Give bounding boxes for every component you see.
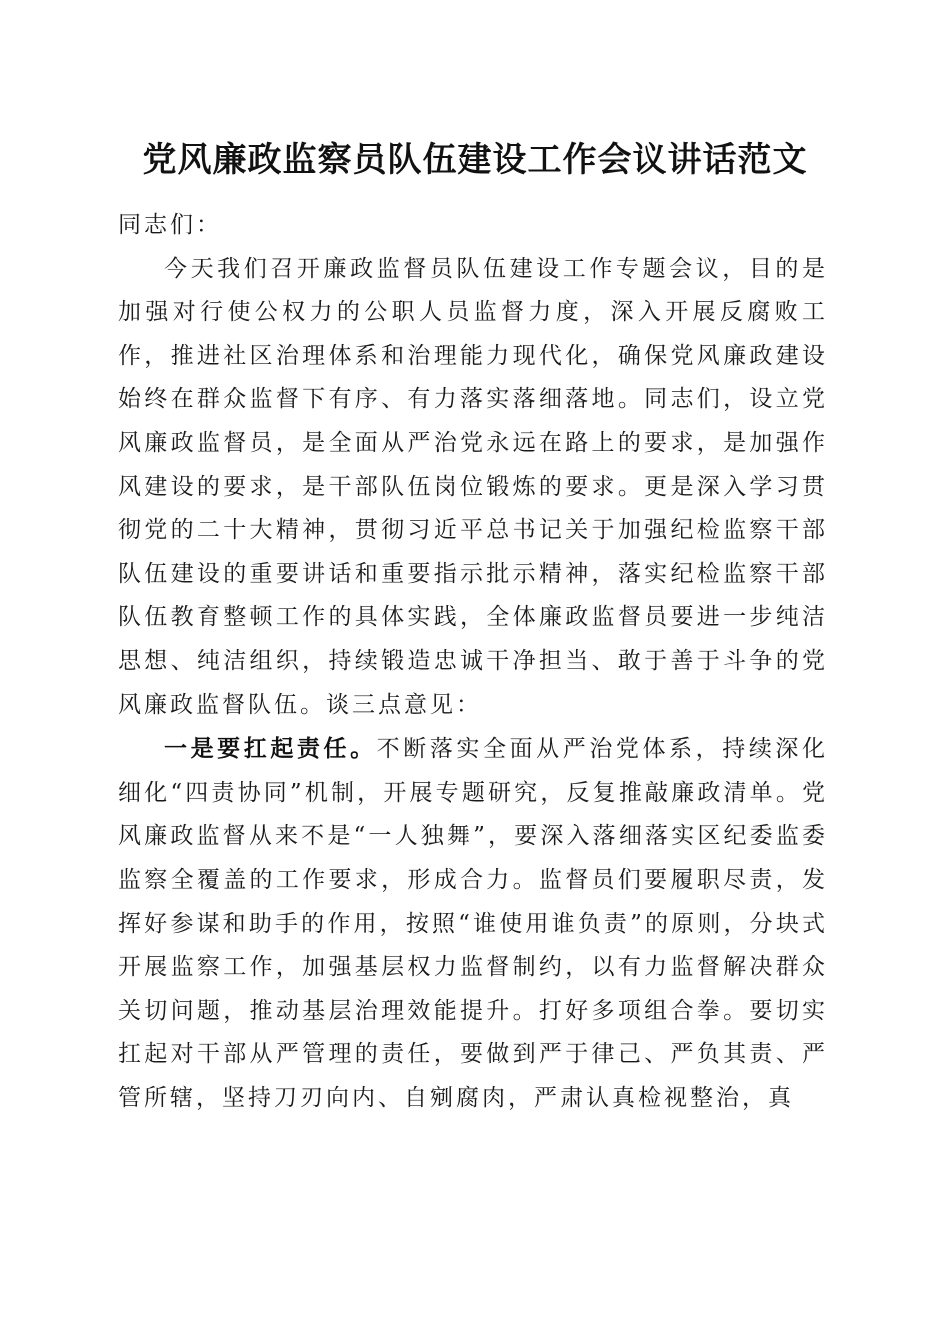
- document-title: 党风廉政监察员队伍建设工作会议讲话范文: [142, 140, 808, 180]
- paragraph-intro: 今天我们召开廉政监督员队伍建设工作专题会议，目的是加强对行使公权力的公职人员监督力度，深入开展反腐败工作，推进社区治理体系和治理能力现代化，确保党风廉政建设始终在群众监督下有序、有力落实落细落地。同志们，设立党风廉政监督员，是全面从严治党永远在路上的要求，是加强作风建设的要求，是干部队伍岗位锻炼的要求。更是深入学习贯彻党的二十大精神，贯彻习近平总书记关于加强纪检监察干部队伍建设的重要讲话和重要指示批示精神，落实纪检监察干部队伍教育整顿工作的具体实践，全体廉政监督员要进一步纯洁思想、纯洁组织，持续锻造忠诚干净担当、敢于善于斗争的党风廉政监督队伍。谈三点意见：: [118, 255, 828, 718]
- salutation: 同志们：: [118, 212, 222, 238]
- point-one-text: 不断落实全面从严治党体系，持续深化细化“四责协同”机制，开展专题研究，反复推敲廉政清单。党风廉政监督从来不是“一人独舞”，要深入落细落实区纪委监委监察全覆盖的工作要求，形成合力。监督员们要履职尽责，发挥好参谋和助手的作用，按照“谁使用谁负责”的原则，分块式开展监察工作，加强基层权力监督制约，以有力监督解决群众关切问题，推动基层治理效能提升。打好多项组合拳。要切实扛起对干部从严管理的责任，要做到严于律己、严负其责、严管所辖，坚持刀刃向内、自剜腐肉，严肃认真检视整治，真: [118, 736, 829, 1111]
- point-one-heading: 一是要扛起责任。: [164, 735, 377, 763]
- paragraph-point-one: [118, 727, 828, 1120]
- document-body: [118, 204, 828, 1120]
